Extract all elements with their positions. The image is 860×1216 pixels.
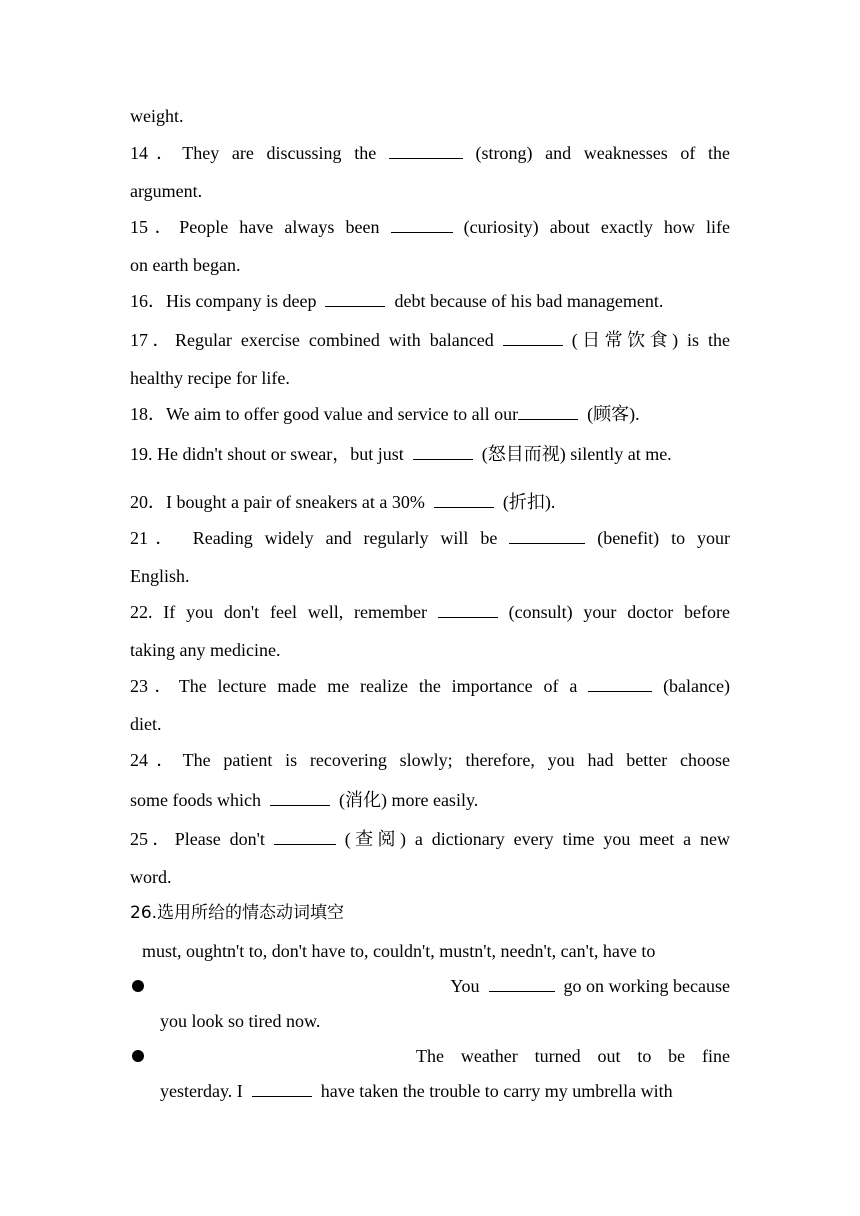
question-21: 21． Reading widely and regularly will be (benefit) to your <box>130 528 731 548</box>
answer-blank-19[interactable] <box>413 443 473 460</box>
question-24-cont: some foods which (消化) more easily. <box>130 790 479 810</box>
question-25-cont: word. <box>130 867 172 887</box>
answer-blank-22[interactable] <box>438 601 498 618</box>
question-24: 24．The patient is recovering slowly; therefore, you had better choose <box>130 750 730 770</box>
answer-blank-21[interactable] <box>509 527 585 544</box>
bullet-item-1-cont: you look so tired now. <box>160 1011 321 1031</box>
answer-blank-16[interactable] <box>325 290 385 307</box>
answer-blank-26-1[interactable] <box>489 975 555 992</box>
answer-blank-25[interactable] <box>274 828 336 845</box>
modal-verb-options: must, oughtn't to, don't have to, couldn't, mustn't, needn't, can't, have to <box>142 941 656 961</box>
question-20: 20．I bought a pair of sneakers at a 30% (折扣). <box>130 492 556 512</box>
bullet-item-2-cont: yesterday. I have taken the trouble to carry my umbrella with <box>160 1081 673 1101</box>
question-18: 18．We aim to offer good value and service to all our (顾客). <box>130 404 640 424</box>
bullet-item-1: You go on working because <box>450 976 730 996</box>
answer-blank-20[interactable] <box>434 491 494 508</box>
question-22: 22. If you don't feel well, remember (consult) your doctor before <box>130 602 730 622</box>
question-23: 23．The lecture made me realize the importance of a (balance) <box>130 676 731 696</box>
question-15-cont: on earth began. <box>130 255 241 275</box>
question-19: 19. He didn't shout or swear，but just (怒目而视) silently at me. <box>130 444 672 464</box>
question-17: 17．Regular exercise combined with balanced (日常饮食) is the <box>130 330 731 350</box>
bullet-item-2: The weather turned out to be fine <box>416 1046 730 1066</box>
question-16: 16．His company is deep debt because of his bad management. <box>130 291 664 311</box>
answer-blank-23[interactable] <box>588 675 652 692</box>
line-weight: weight. <box>130 106 184 126</box>
question-14: 14．They are discussing the (strong) and weaknesses of the <box>130 143 731 163</box>
answer-blank-15[interactable] <box>391 216 453 233</box>
answer-blank-26-2[interactable] <box>252 1080 312 1097</box>
question-25: 25．Please don't (查阅) a dictionary every time you meet a new <box>130 829 731 849</box>
question-23-cont: diet. <box>130 714 162 734</box>
answer-blank-14[interactable] <box>389 142 463 159</box>
bullet-icon <box>132 1050 144 1062</box>
question-14-cont: argument. <box>130 181 203 201</box>
answer-blank-24[interactable] <box>270 789 330 806</box>
question-15: 15．People have always been (curiosity) about exactly how life <box>130 217 731 237</box>
question-22-cont: taking any medicine. <box>130 640 281 660</box>
answer-blank-18[interactable] <box>518 403 578 420</box>
question-26-heading: 26.选用所给的情态动词填空 <box>130 903 345 923</box>
question-17-cont: healthy recipe for life. <box>130 368 290 388</box>
question-21-cont: English. <box>130 566 190 586</box>
answer-blank-17[interactable] <box>503 329 563 346</box>
